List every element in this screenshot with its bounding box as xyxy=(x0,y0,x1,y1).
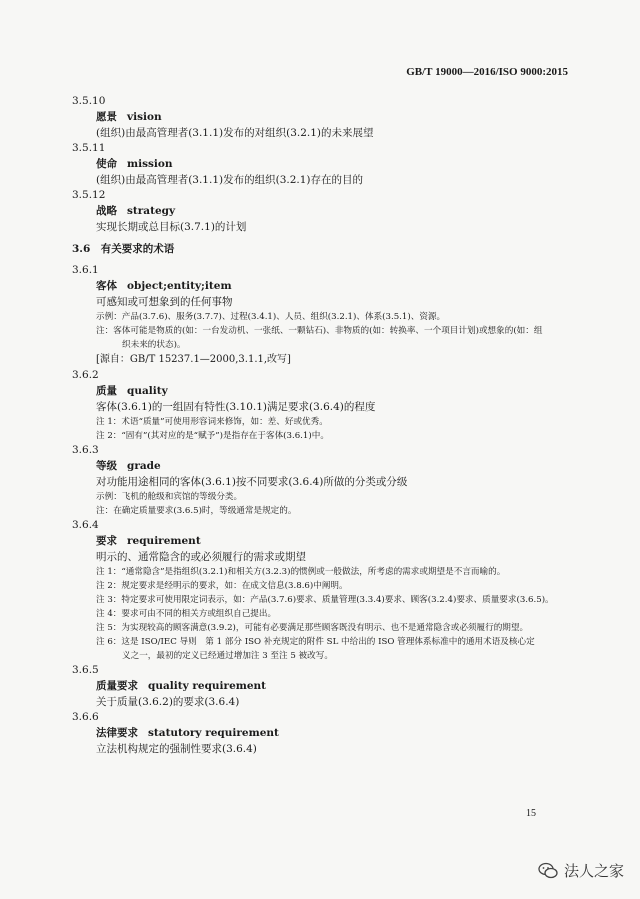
wechat-icon xyxy=(538,862,558,880)
note-4: 注 4：要求可由不同的相关方或组织自己提出。 xyxy=(96,609,277,619)
entry-3-6-1 xyxy=(72,263,572,368)
entry-3-6-6 xyxy=(72,710,572,757)
definition: 立法机构规定的强制性要求(3.6.4) xyxy=(96,743,257,755)
term-en: requirement xyxy=(127,535,201,547)
term-en: quality xyxy=(127,385,168,397)
entry-3-6-5 xyxy=(72,663,572,710)
term-cn: 法律要求 xyxy=(96,727,138,739)
clause-number: 3.6.6 xyxy=(72,711,99,723)
entry-3-5-12 xyxy=(72,188,572,235)
definition: (组织)由最高管理者(3.1.1)发布的组织(3.2.1)存在的目的 xyxy=(96,174,364,186)
term xyxy=(96,678,572,694)
term-cn: 质量 xyxy=(96,385,117,397)
term-cn: 质量要求 xyxy=(96,680,138,692)
term-cn: 愿景 xyxy=(96,111,117,123)
definition: (组织)由最高管理者(3.1.1)发布的对组织(3.2.1)的未来展望 xyxy=(96,127,374,139)
entry-3-6-3 xyxy=(72,443,572,518)
term xyxy=(96,533,572,549)
note: 注：在确定质量要求(3.6.5)时，等级通常是规定的。 xyxy=(96,506,297,516)
term-cn: 使命 xyxy=(96,158,117,170)
note-2: 注 2：规定要求是经明示的要求，如：在成文信息(3.8.6)中阐明。 xyxy=(96,581,348,591)
watermark-text: 法人之家 xyxy=(563,862,624,880)
term-en: statutory requirement xyxy=(148,727,279,739)
entry-3-5-10 xyxy=(72,94,572,141)
term xyxy=(96,109,572,125)
definition: 可感知或可想象到的任何事物 xyxy=(96,296,233,308)
definition: 明示的、通常隐含的或必须履行的需求或期望 xyxy=(96,551,306,563)
term-cn: 客体 xyxy=(96,280,117,292)
definition: 实现长期或总目标(3.7.1)的计划 xyxy=(96,221,247,233)
note-1: 注 1：“通常隐含”是指组织(3.2.1)和相关方(3.2.3)的惯例或一般做法，所考虑的需求或期望是不言而喻的。 xyxy=(96,567,506,577)
clause-number: 3.5.11 xyxy=(72,142,106,154)
clause-number: 3.5.12 xyxy=(72,189,106,201)
entry-3-6-4 xyxy=(72,518,572,663)
entry-3-5-11 xyxy=(72,141,572,188)
section-title: 3.6 有关要求的术语 xyxy=(72,243,175,255)
term xyxy=(96,458,572,474)
term-cn: 等级 xyxy=(96,460,117,472)
definition: 对功能用途相同的客体(3.6.1)按不同要求(3.6.4)所做的分类或分级 xyxy=(96,476,408,488)
note-1: 注 1：术语“质量”可使用形容词来修饰，如：差、好或优秀。 xyxy=(96,417,328,427)
term-en: quality requirement xyxy=(148,680,267,692)
clause-number: 3.6.3 xyxy=(72,444,99,456)
clause-number: 3.6.1 xyxy=(72,264,99,276)
term-en: strategy xyxy=(127,205,176,217)
note: 注：客体可能是物质的(如：一台发动机、一张纸、一颗钻石)、非物质的(如：转换率、一个项目计划)或想象的(如：组 xyxy=(96,326,543,336)
term xyxy=(96,156,572,172)
term-en: vision xyxy=(127,111,162,123)
term xyxy=(96,725,572,741)
term-en: object;entity;item xyxy=(127,280,232,292)
note-2: 注 2：“固有”(其对应的是“赋予”)是指存在于客体(3.6.1)中。 xyxy=(96,431,329,441)
term-en: mission xyxy=(127,158,173,170)
term xyxy=(96,383,572,399)
definition: 客体(3.6.1)的一组固有特性(3.10.1)满足要求(3.6.4)的程度 xyxy=(96,401,376,413)
note-6: 注 6：这是 ISO/IEC 导则 第 1 部分 ISO 补充规定的附件 SL 中给出的 ISO 管理体系标准中的通用术语及核心定 xyxy=(96,637,535,647)
term xyxy=(96,203,572,219)
source-reference: [源自：GB/T 15237.1—2000,3.1.1,改写] xyxy=(96,354,291,365)
note-5: 注 5：为实现较高的顾客满意(3.9.2)，可能有必要满足那些顾客既没有明示、也不是通常隐含或必须履行的期望。 xyxy=(96,623,529,633)
term-cn: 战略 xyxy=(96,205,117,217)
document-body xyxy=(72,94,572,757)
clause-number: 3.6.4 xyxy=(72,519,99,531)
example: 示例：飞机的舱级和宾馆的等级分类。 xyxy=(96,492,243,502)
note-3: 注 3：特定要求可使用限定词表示，如：产品(3.7.6)要求、质量管理(3.3.4)要求、顾客(3.2.4)要求、质量要求(3.6.5)。 xyxy=(96,595,554,605)
definition: 关于质量(3.6.2)的要求(3.6.4) xyxy=(96,696,240,708)
note-6-continuation: 义之一，最初的定义已经通过增加注 3 至注 5 被改写。 xyxy=(122,651,333,661)
page-number: 15 xyxy=(526,808,536,819)
term-cn: 要求 xyxy=(96,535,117,547)
term-en: grade xyxy=(127,460,161,472)
entry-3-6-2 xyxy=(72,368,572,443)
term xyxy=(96,278,572,294)
watermark xyxy=(538,860,624,881)
note-continuation: 织未来的状态)。 xyxy=(122,340,186,350)
example: 示例：产品(3.7.6)、服务(3.7.7)、过程(3.4.1)、人员、组织(3.2.1)、体系(3.5.1)、资源。 xyxy=(96,312,446,322)
standard-header: GB/T 19000—2016/ISO 9000:2015 xyxy=(406,66,568,78)
clause-number: 3.5.10 xyxy=(72,95,106,107)
clause-number: 3.6.2 xyxy=(72,369,99,381)
clause-number: 3.6.5 xyxy=(72,664,99,676)
